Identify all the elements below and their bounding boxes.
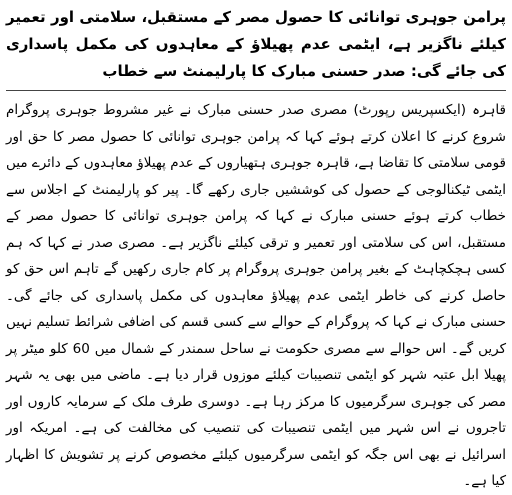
headline-divider bbox=[6, 90, 506, 91]
headline: پرامن جوہری توانائی کا حصول مصر کے مستقبل، سلامتی اور تعمیر کیلئے ناگزیر ہے، ایٹمی عدم پھیلاؤ کے معاہدوں کی مکمل پاسداری کی جائے گی: صدر حسنی مبارک کا پارلیمنٹ سے خطاب bbox=[6, 8, 506, 80]
article-body: قاہرہ (ایکسپریس رپورٹ) مصری صدر حسنی مبارک نے غیر مشروط جوہری پروگرام شروع کرنے کا اعلان کرتے ہوئے کہا کہ پرامن جوہری توانائی کا حصول مصر کا حق اور قومی سلامتی کا تقاضا ہے، قاہرہ جوہری ہتھیاروں کے عدم پھیلاؤ معاہدوں کے دائرے میں ایٹمی ٹیکنالوجی کے حصول کی کوششیں جاری رکھے گا۔ پیر کو پارلیمنٹ کے اجلاس سے خطاب کرتے ہوئے حسنی مبارک نے کہا کہ پرامن جوہری توانائی کا حصول مصر کے مستقبل، اس کی سلامتی اور تعمیر و ترقی کیلئے ناگزیر ہے۔ مصری صدر نے کہا کہ ہم کسی ہچکچاہٹ کے بغیر پرامن جوہری پروگرام پر کام جاری رکھیں گے تاہم اس حق کو حاصل کرنے کی خاطر ایٹمی عدم پھیلاؤ معاہدوں کی مکمل پاسداری کی جائے گی۔ حسنی مبارک نے کہا کہ پروگرام کے حوالے سے کسی قسم کی اضافی شرائط تسلیم نہیں کریں گے۔ اس حوالے سے مصری حکومت نے ساحل سمندر کے شمال میں 60 کلو میٹر پر پھیلا ابل عتبہ شہر کو ایٹمی تنصیبات کیلئے موزوں قرار دیا ہے۔ ماضی میں بھی یہ شہر مصر کی جوہری سرگرمیوں کا مرکز رہا ہے۔ دوسری طرف ملک کے سرمایہ کاروں اور تاجروں نے اس شہر میں ایٹمی تنصیبات کی تنصیب کی مخالفت کی ہے۔ امریکہ اور اسرائیل نے بھی اس جگہ کو ایٹمی سرگرمیوں کیلئے مخصوص کرنے پر تشویش کا اظہار کیا ہے۔ bbox=[6, 102, 506, 489]
